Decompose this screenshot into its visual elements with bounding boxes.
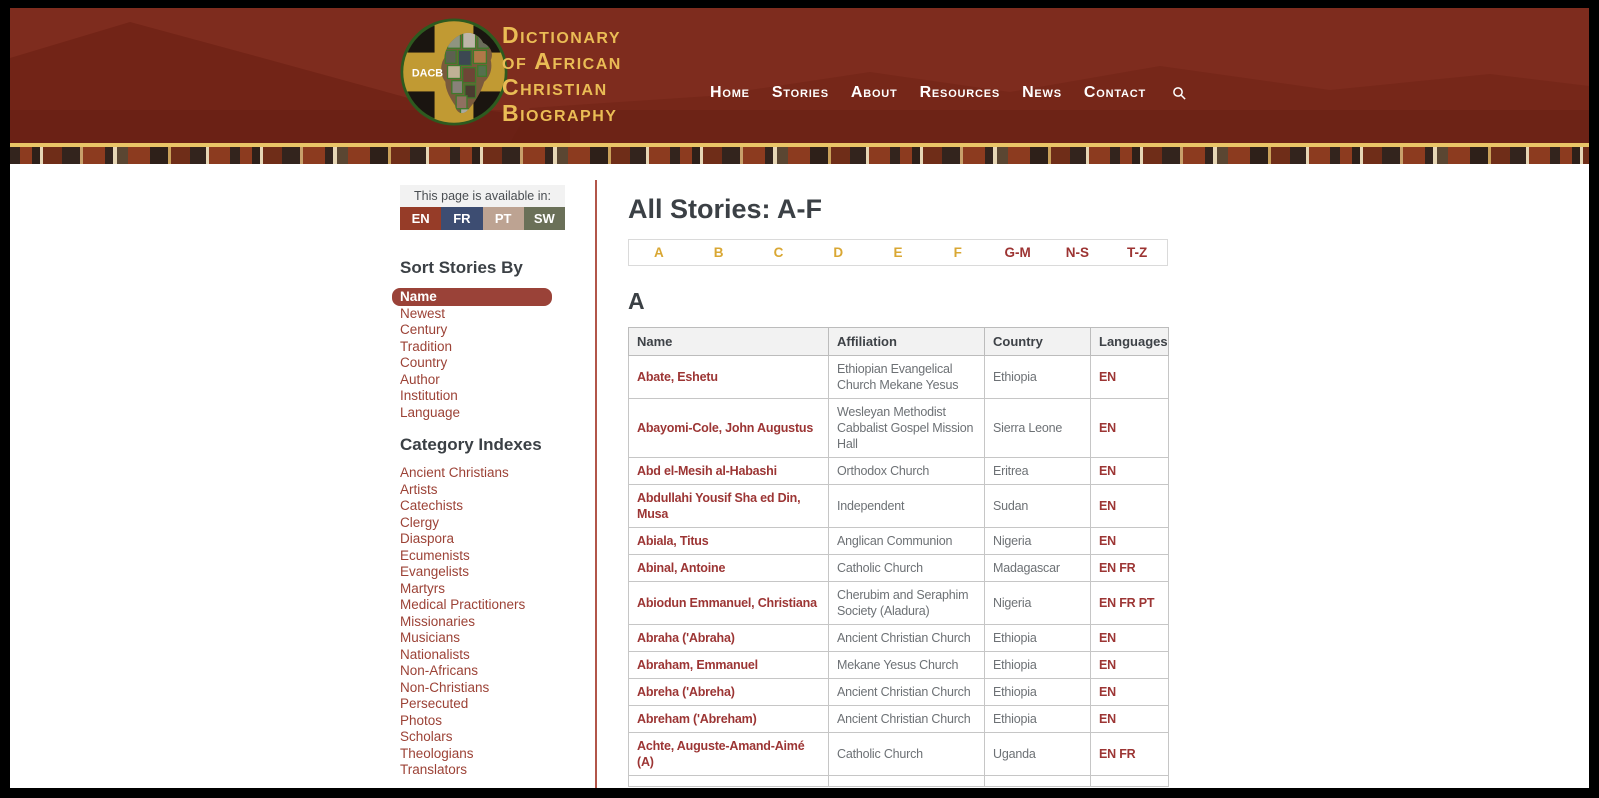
story-name-cell [629,485,829,528]
category-item-link[interactable]: Diaspora [400,531,455,546]
dacb-logo-icon [400,18,508,126]
language-button[interactable]: SW [524,207,565,230]
category-item [400,680,552,697]
story-name-link[interactable]: Abraha ('Abraha) [637,631,735,645]
nav-item[interactable]: Contact [1083,84,1147,101]
table-header-cell: Name [629,328,829,356]
category-item [400,729,552,746]
nav-item[interactable]: Stories [771,84,829,101]
table-row [629,776,1169,787]
category-item-link[interactable]: Persecuted [400,696,469,711]
story-name-cell [629,652,829,679]
table-row [629,706,1169,733]
story-name-link[interactable]: Abiodun Emmanuel, Christiana [637,596,817,610]
category-item-link[interactable]: Catechists [400,498,464,513]
story-name-link[interactable]: Abayomi-Cole, John Augustus [637,421,814,435]
page [10,8,1589,788]
sort-item [400,322,552,339]
sort-item [400,372,552,389]
table-row [629,679,1169,706]
category-item [400,465,552,482]
category-item [400,597,552,614]
page-title: All Stories: A-F [628,194,823,224]
sidebar [400,185,576,779]
nav-item[interactable]: Resources [919,84,1001,101]
story-languages-cell: EN FR [1091,733,1169,776]
story-name-link[interactable]: Abd el-Mesih al-Habashi [637,464,777,478]
table-row [629,652,1169,679]
category-item-link[interactable]: Martyrs [400,580,445,596]
main-nav [710,84,1187,102]
story-languages-cell: EN FR [1091,555,1169,582]
story-languages-cell: EN [1091,679,1169,706]
category-item-link[interactable]: Theologians [400,745,474,761]
story-affiliation-cell: Ancient Christian Church [829,679,985,706]
search-button[interactable] [1172,86,1187,101]
story-name-cell [629,625,829,652]
sort-item-link[interactable]: Country [400,355,448,370]
story-name-link[interactable]: Abreha ('Abreha) [637,685,735,699]
story-name-cell [629,356,829,399]
table-header-row [629,328,1169,356]
table-row [629,458,1169,485]
story-country-cell: Madagascar [985,555,1091,582]
story-affiliation-cell [829,776,985,787]
story-country-cell: Ethiopia [985,706,1091,733]
category-item [400,647,552,664]
sort-item-link[interactable]: Newest [400,305,446,321]
story-country-cell: Eritrea [985,458,1091,485]
story-country-cell: Ethiopia [985,679,1091,706]
content-area [10,164,1589,788]
story-name-cell [629,555,829,582]
letter-nav-link[interactable]: N-S [1065,245,1089,260]
stories-table [628,327,1169,787]
table-row [629,356,1169,399]
category-indexes-list [400,465,552,779]
story-affiliation-cell: Orthodox Church [829,458,985,485]
letter-nav-link[interactable]: F [953,245,962,260]
sort-item [400,306,552,323]
table-row [629,625,1169,652]
category-item-link[interactable]: Musicians [400,630,461,645]
sort-item [400,388,552,405]
main-content [628,194,1168,787]
letter-nav-link[interactable]: A [654,245,664,260]
sort-stories-heading: Sort Stories By [400,258,523,277]
search-icon [1172,86,1187,101]
story-affiliation-cell: Mekane Yesus Church [829,652,985,679]
story-languages-cell: EN [1091,485,1169,528]
letter-nav-link[interactable]: C [773,245,784,260]
sort-item [400,355,552,372]
language-box-label: This page is available in: [400,185,565,207]
sort-item-link[interactable]: Language [400,404,461,420]
category-item [400,548,552,565]
language-button[interactable]: PT [483,207,524,230]
sort-item-link[interactable]: Author [400,371,440,387]
story-name-link[interactable]: Abate, Eshetu [637,370,718,384]
category-item [400,663,552,680]
nav-item[interactable]: Home [710,84,750,101]
table-row [629,733,1169,776]
story-affiliation-cell: Catholic Church [829,555,985,582]
sort-item-link[interactable]: Century [400,322,448,337]
table-header-cell: Affiliation [829,328,985,356]
story-affiliation-cell: Independent [829,485,985,528]
category-item-link[interactable]: Artists [400,481,438,497]
story-languages-cell: EN [1091,528,1169,555]
table-row [629,582,1169,625]
letter-nav-link[interactable]: D [833,245,844,260]
logo-acronym-text: DACB [411,67,444,80]
letter-nav-link[interactable]: G-M [1004,245,1031,260]
table-row [629,528,1169,555]
table-row [629,399,1169,458]
dacb-logo[interactable] [400,18,508,126]
site-title-line: Christian [502,74,608,100]
sort-item [400,288,552,306]
site-title-line: Dictionary [502,22,622,48]
category-item-link[interactable]: Scholars [400,729,453,744]
story-affiliation-cell: Anglican Communion [829,528,985,555]
letter-nav-link[interactable]: E [893,245,903,260]
story-languages-cell [1091,776,1169,787]
site-header [10,8,1589,143]
story-affiliation-cell: Wesleyan Methodist Cabbalist Gospel Mission Hall [829,399,985,458]
category-item-link[interactable]: Missionaries [400,613,476,629]
category-item-link[interactable]: Translators [400,762,468,777]
category-item [400,531,552,548]
vertical-divider [595,180,597,788]
category-item-link[interactable]: Clergy [400,514,440,530]
story-name-cell [629,458,829,485]
story-affiliation-cell: Ancient Christian Church [829,625,985,652]
sort-item-link[interactable]: Tradition [400,338,453,354]
sort-item-link[interactable]: Name [392,288,552,306]
story-country-cell: Uganda [985,733,1091,776]
story-country-cell: Nigeria [985,582,1091,625]
nav-item[interactable]: News [1022,84,1062,101]
category-item [400,630,552,647]
sort-item [400,405,552,422]
category-item [400,713,552,730]
story-name-cell [629,582,829,625]
category-item-link[interactable]: Nationalists [400,646,470,662]
site-title-line: of African [502,48,622,74]
category-item [400,762,552,779]
story-languages-cell: EN [1091,399,1169,458]
story-languages-cell: EN FR PT [1091,582,1169,625]
letter-nav [628,239,1168,266]
story-name-cell [629,706,829,733]
language-button[interactable]: FR [441,207,482,230]
story-languages-cell: EN [1091,458,1169,485]
story-name-cell [629,399,829,458]
table-row [629,555,1169,582]
sort-stories-list [400,288,552,421]
nav-item[interactable]: About [850,84,898,101]
category-item-link[interactable]: Ecumenists [400,547,470,563]
letter-nav-link[interactable]: B [713,245,724,260]
story-affiliation-cell: Ethiopian Evangelical Church Mekane Yesus [829,356,985,399]
story-languages-cell: EN [1091,706,1169,733]
site-title-line: Biography [502,100,618,126]
table-header-cell: Languages [1091,328,1169,356]
letter-nav-link[interactable]: T-Z [1127,245,1148,260]
category-item [400,515,552,532]
sort-item [400,339,552,356]
story-country-cell: Ethiopia [985,625,1091,652]
category-item-link[interactable]: Non-Christians [400,679,490,695]
category-item [400,581,552,598]
story-country-cell: Ethiopia [985,652,1091,679]
category-item-link[interactable]: Ancient Christians [400,465,509,480]
table-header-cell: Country [985,328,1091,356]
table-row [629,485,1169,528]
site-title [502,22,622,126]
story-country-cell [985,776,1091,787]
story-country-cell: Sudan [985,485,1091,528]
story-affiliation-cell: Ancient Christian Church [829,706,985,733]
language-button[interactable]: EN [400,207,441,230]
language-buttons [400,207,565,230]
stories-table-body [629,356,1169,787]
category-item [400,482,552,499]
category-item [400,614,552,631]
story-affiliation-cell: Cherubim and Seraphim Society (Aladura) [829,582,985,625]
category-indexes-heading: Category Indexes [400,435,542,454]
category-item [400,498,552,515]
story-languages-cell: EN [1091,625,1169,652]
category-item [400,746,552,763]
section-heading: A [628,288,645,314]
story-name-link[interactable]: Abraham, Emmanuel [637,658,758,672]
story-affiliation-cell: Catholic Church [829,733,985,776]
category-item [400,696,552,713]
category-item-link[interactable]: Photos [400,712,443,728]
story-name-link[interactable]: Abiala, Titus [637,534,709,548]
story-languages-cell: EN [1091,652,1169,679]
mountains-background [10,8,1589,143]
story-name-link[interactable]: Abreham ('Abreham) [637,712,757,726]
category-item-link[interactable]: Evangelists [400,564,470,579]
sort-item-link[interactable]: Institution [400,388,458,403]
story-country-cell: Nigeria [985,528,1091,555]
story-name-cell [629,679,829,706]
story-name-link[interactable]: Abdullahi Yousif Sha ed Din, Musa [637,491,801,521]
story-name-link[interactable]: Abinal, Antoine [637,561,726,575]
category-item [400,564,552,581]
story-name-cell [629,776,829,787]
kente-border-strip [10,147,1589,164]
story-name-cell [629,528,829,555]
category-item-link[interactable]: Non-Africans [400,663,479,678]
story-name-cell [629,733,829,776]
story-country-cell: Ethiopia [985,356,1091,399]
story-name-link[interactable]: Achte, Auguste-Amand-Aimé (A) [637,739,805,769]
story-country-cell: Sierra Leone [985,399,1091,458]
language-box [400,185,565,230]
story-languages-cell: EN [1091,356,1169,399]
category-item-link[interactable]: Medical Practitioners [400,597,526,612]
